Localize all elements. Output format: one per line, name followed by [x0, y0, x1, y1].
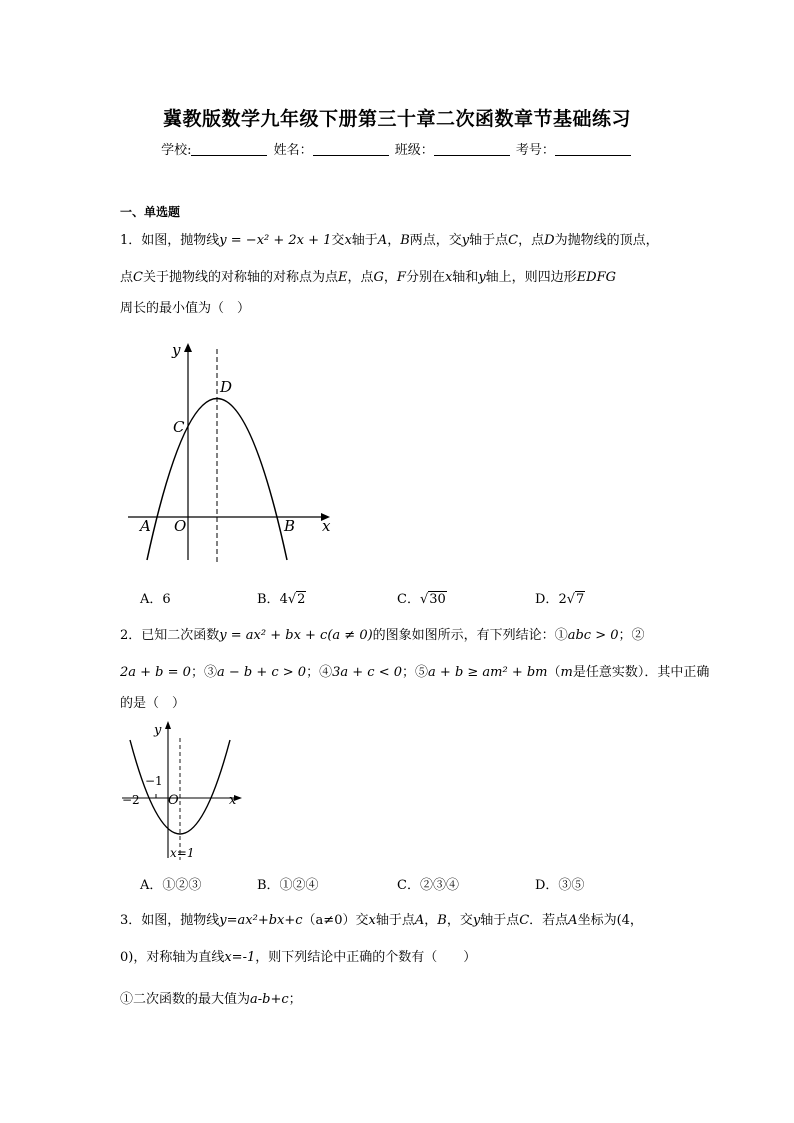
q1-label-B: B: [284, 517, 296, 535]
q1-parabola-figure: [120, 335, 340, 565]
q2-line2: 2a + b = 0；③a − b + c > 0；④3a + c < 0；⑤a + b ≥ am² + bm（m是任意实数）．其中正确: [120, 665, 710, 680]
q2-option-d[interactable]: D．③⑤: [535, 878, 585, 893]
q1-label-C: C: [173, 418, 185, 436]
q1-option-a[interactable]: A．6: [140, 592, 171, 607]
id-blank[interactable]: [555, 143, 631, 156]
q3-line3: ①二次函数的最大值为a-b+c；: [120, 992, 302, 1007]
q2-label-y: y: [154, 723, 162, 738]
q1-label-x: x: [322, 517, 331, 535]
q3-line1: 3．如图，抛物线y=ax²+bx+c（a≠0）交x轴于点A，B，交y轴于点C．若点A坐标为(4，: [120, 913, 643, 928]
q1-label-y: y: [172, 341, 181, 359]
class-label: 班级：: [394, 143, 434, 158]
id-label: 考号：: [515, 143, 555, 158]
q2-label-neg2: −2: [122, 793, 140, 807]
q2-line1: 2．已知二次函数y = ax² + bx + c(a ≠ 0)的图象如图所示，有下列结论：①abc > 0；②: [120, 628, 645, 643]
name-blank[interactable]: [313, 143, 389, 156]
school-label: 学校:: [161, 143, 192, 158]
q1-line2: 点C关于抛物线的对称轴的对称点为点E，点G，F分别在x轴和y轴上，则四边形EDFG: [120, 270, 617, 285]
q2-label-O: O: [168, 793, 179, 808]
q1-option-c[interactable]: C．√30: [397, 592, 446, 607]
q2-parabola-figure: [118, 718, 248, 863]
page-title: 冀教版数学九年级下册第三十章二次函数章节基础练习: [162, 108, 631, 130]
q2-label-x: x: [229, 793, 237, 808]
q1-label-A: A: [140, 517, 151, 535]
q1-line3: 周长的最小值为（ ）: [120, 301, 251, 316]
q2-option-b[interactable]: B．①②④: [257, 878, 319, 893]
q1-y-arrow: [184, 343, 192, 352]
q2-option-a[interactable]: A．①②③: [140, 878, 202, 893]
q1-line1: 1．如图，抛物线y = −x² + 2x + 1交x轴于A，B两点，交y轴于点C，点D为抛物线的顶点，: [120, 233, 659, 248]
q1-label-D: D: [220, 378, 233, 396]
class-blank[interactable]: [434, 143, 510, 156]
name-label: 姓名：: [273, 143, 313, 158]
q2-label-neg1: −1: [145, 774, 163, 788]
q1-option-d[interactable]: D．2√7: [535, 592, 585, 607]
student-info-row: [0, 139, 794, 158]
school-blank[interactable]: [191, 143, 267, 156]
q1-option-b[interactable]: B．4√2: [257, 592, 306, 607]
section-heading: 一、单选题: [120, 205, 181, 219]
q2-label-axis: x=1: [170, 846, 195, 860]
q2-y-arrow: [165, 721, 171, 729]
q2-option-c[interactable]: C．②③④: [397, 878, 459, 893]
q3-line2: 0)，对称轴为直线x=-1，则下列结论中正确的个数有（ ）: [120, 950, 477, 965]
q1-label-O: O: [174, 517, 187, 535]
q2-line3: 的是（ ）: [120, 696, 186, 711]
